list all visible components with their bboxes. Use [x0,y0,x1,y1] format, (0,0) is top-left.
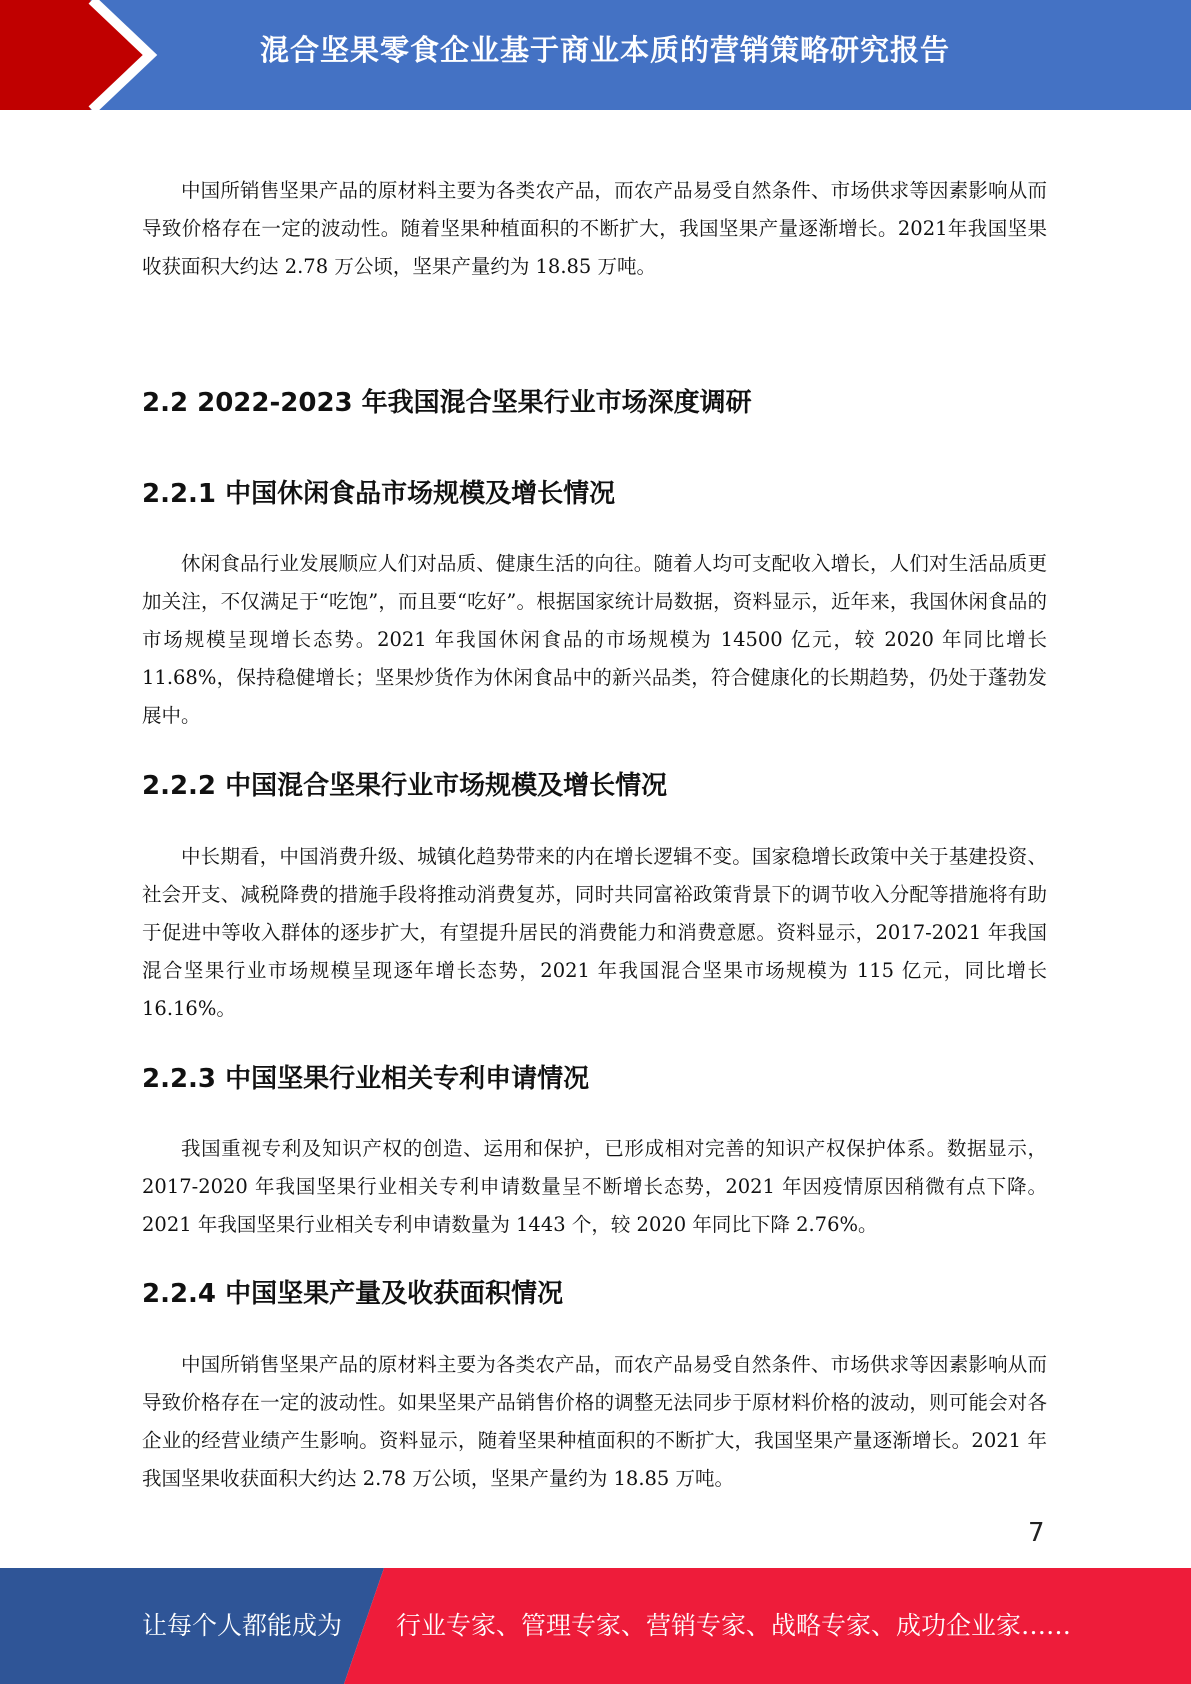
footer-slogan-left: 让每个人都能成为 [142,1611,343,1640]
subsection-paragraph-2-2-4: 中国所销售坚果产品的原材料主要为各类农产品，而农产品易受自然条件、市场供求等因素影响从而导致价格存在一定的波动性。如果坚果产品销售价格的调整无法同步于原材料价格的波动，则可能会对各企业的经营业绩产生影响。资料显示，随着坚果种植面积的不断扩大，我国坚果产量逐渐增长。2021 年我国坚果收获面积大约达 2.78 万公顷，坚果产量约为 18.85 万吨。 [142,1353,1047,1490]
subsection-paragraph-2-2-3: 我国重视专利及知识产权的创造、运用和保护，已形成相对完善的知识产权保护体系。数据显示，2017-2020 年我国坚果行业相关专利申请数量呈不断增长态势，2021 年因疫情原因稍微有点下降。2021 年我国坚果行业相关专利申请数量为 1443 个，较 2020 年同比下降 2.76%。 [142,1137,1047,1236]
footer-slogan-right: 行业专家、管理专家、营销专家、战略专家、成功企业家…… [396,1611,1072,1640]
section-heading: 2.2 2022-2023 年我国混合坚果行业市场深度调研 [142,388,752,418]
intro-paragraph: 中国所销售坚果产品的原材料主要为各类农产品，而农产品易受自然条件、市场供求等因素影响从而导致价格存在一定的波动性。随着坚果种植面积的不断扩大，我国坚果产量逐渐增长。2021年我国坚果收获面积大约达 2.78 万公顷，坚果产量约为 18.85 万吨。 [142,179,1047,278]
page-number: 7 [1028,1518,1045,1548]
page-header [0,0,1191,110]
subsection-heading-2-2-3: 2.2.3 中国坚果行业相关专利申请情况 [142,1064,590,1094]
subsection-paragraph-2-2-2: 中长期看，中国消费升级、城镇化趋势带来的内在增长逻辑不变。国家稳增长政策中关于基建投资、社会开支、减税降费的措施手段将推动消费复苏，同时共同富裕政策背景下的调节收入分配等措施将有助于促进中等收入群体的逐步扩大，有望提升居民的消费能力和消费意愿。资料显示，2017-2021 年我国混合坚果行业市场规模呈现逐年增长态势，2021 年我国混合坚果市场规模为 115 亿元，同比增长 16.16%。 [142,845,1047,1020]
subsection-heading-2-2-4: 2.2.4 中国坚果产量及收获面积情况 [142,1279,564,1309]
page-footer [0,1568,1191,1684]
subsection-heading-2-2-1: 2.2.1 中国休闲食品市场规模及增长情况 [142,479,616,509]
subsection-paragraph-2-2-1: 休闲食品行业发展顺应人们对品质、健康生活的向往。随着人均可支配收入增长，人们对生活品质更加关注，不仅满足于“吃饱”，而且要“吃好”。根据国家统计局数据，资料显示，近年来，我国休闲食品的市场规模呈现增长态势。2021 年我国休闲食品的市场规模为 14500 亿元，较 2020 年同比增长 11.68%，保持稳健增长；坚果炒货作为休闲食品中的新兴品类，符合健康化的长期趋势，仍处于蓬勃发展中。 [142,552,1047,727]
report-title: 混合坚果零食企业基于商业本质的营销策略研究报告 [260,33,951,67]
subsection-heading-2-2-2: 2.2.2 中国混合坚果行业市场规模及增长情况 [142,771,668,801]
